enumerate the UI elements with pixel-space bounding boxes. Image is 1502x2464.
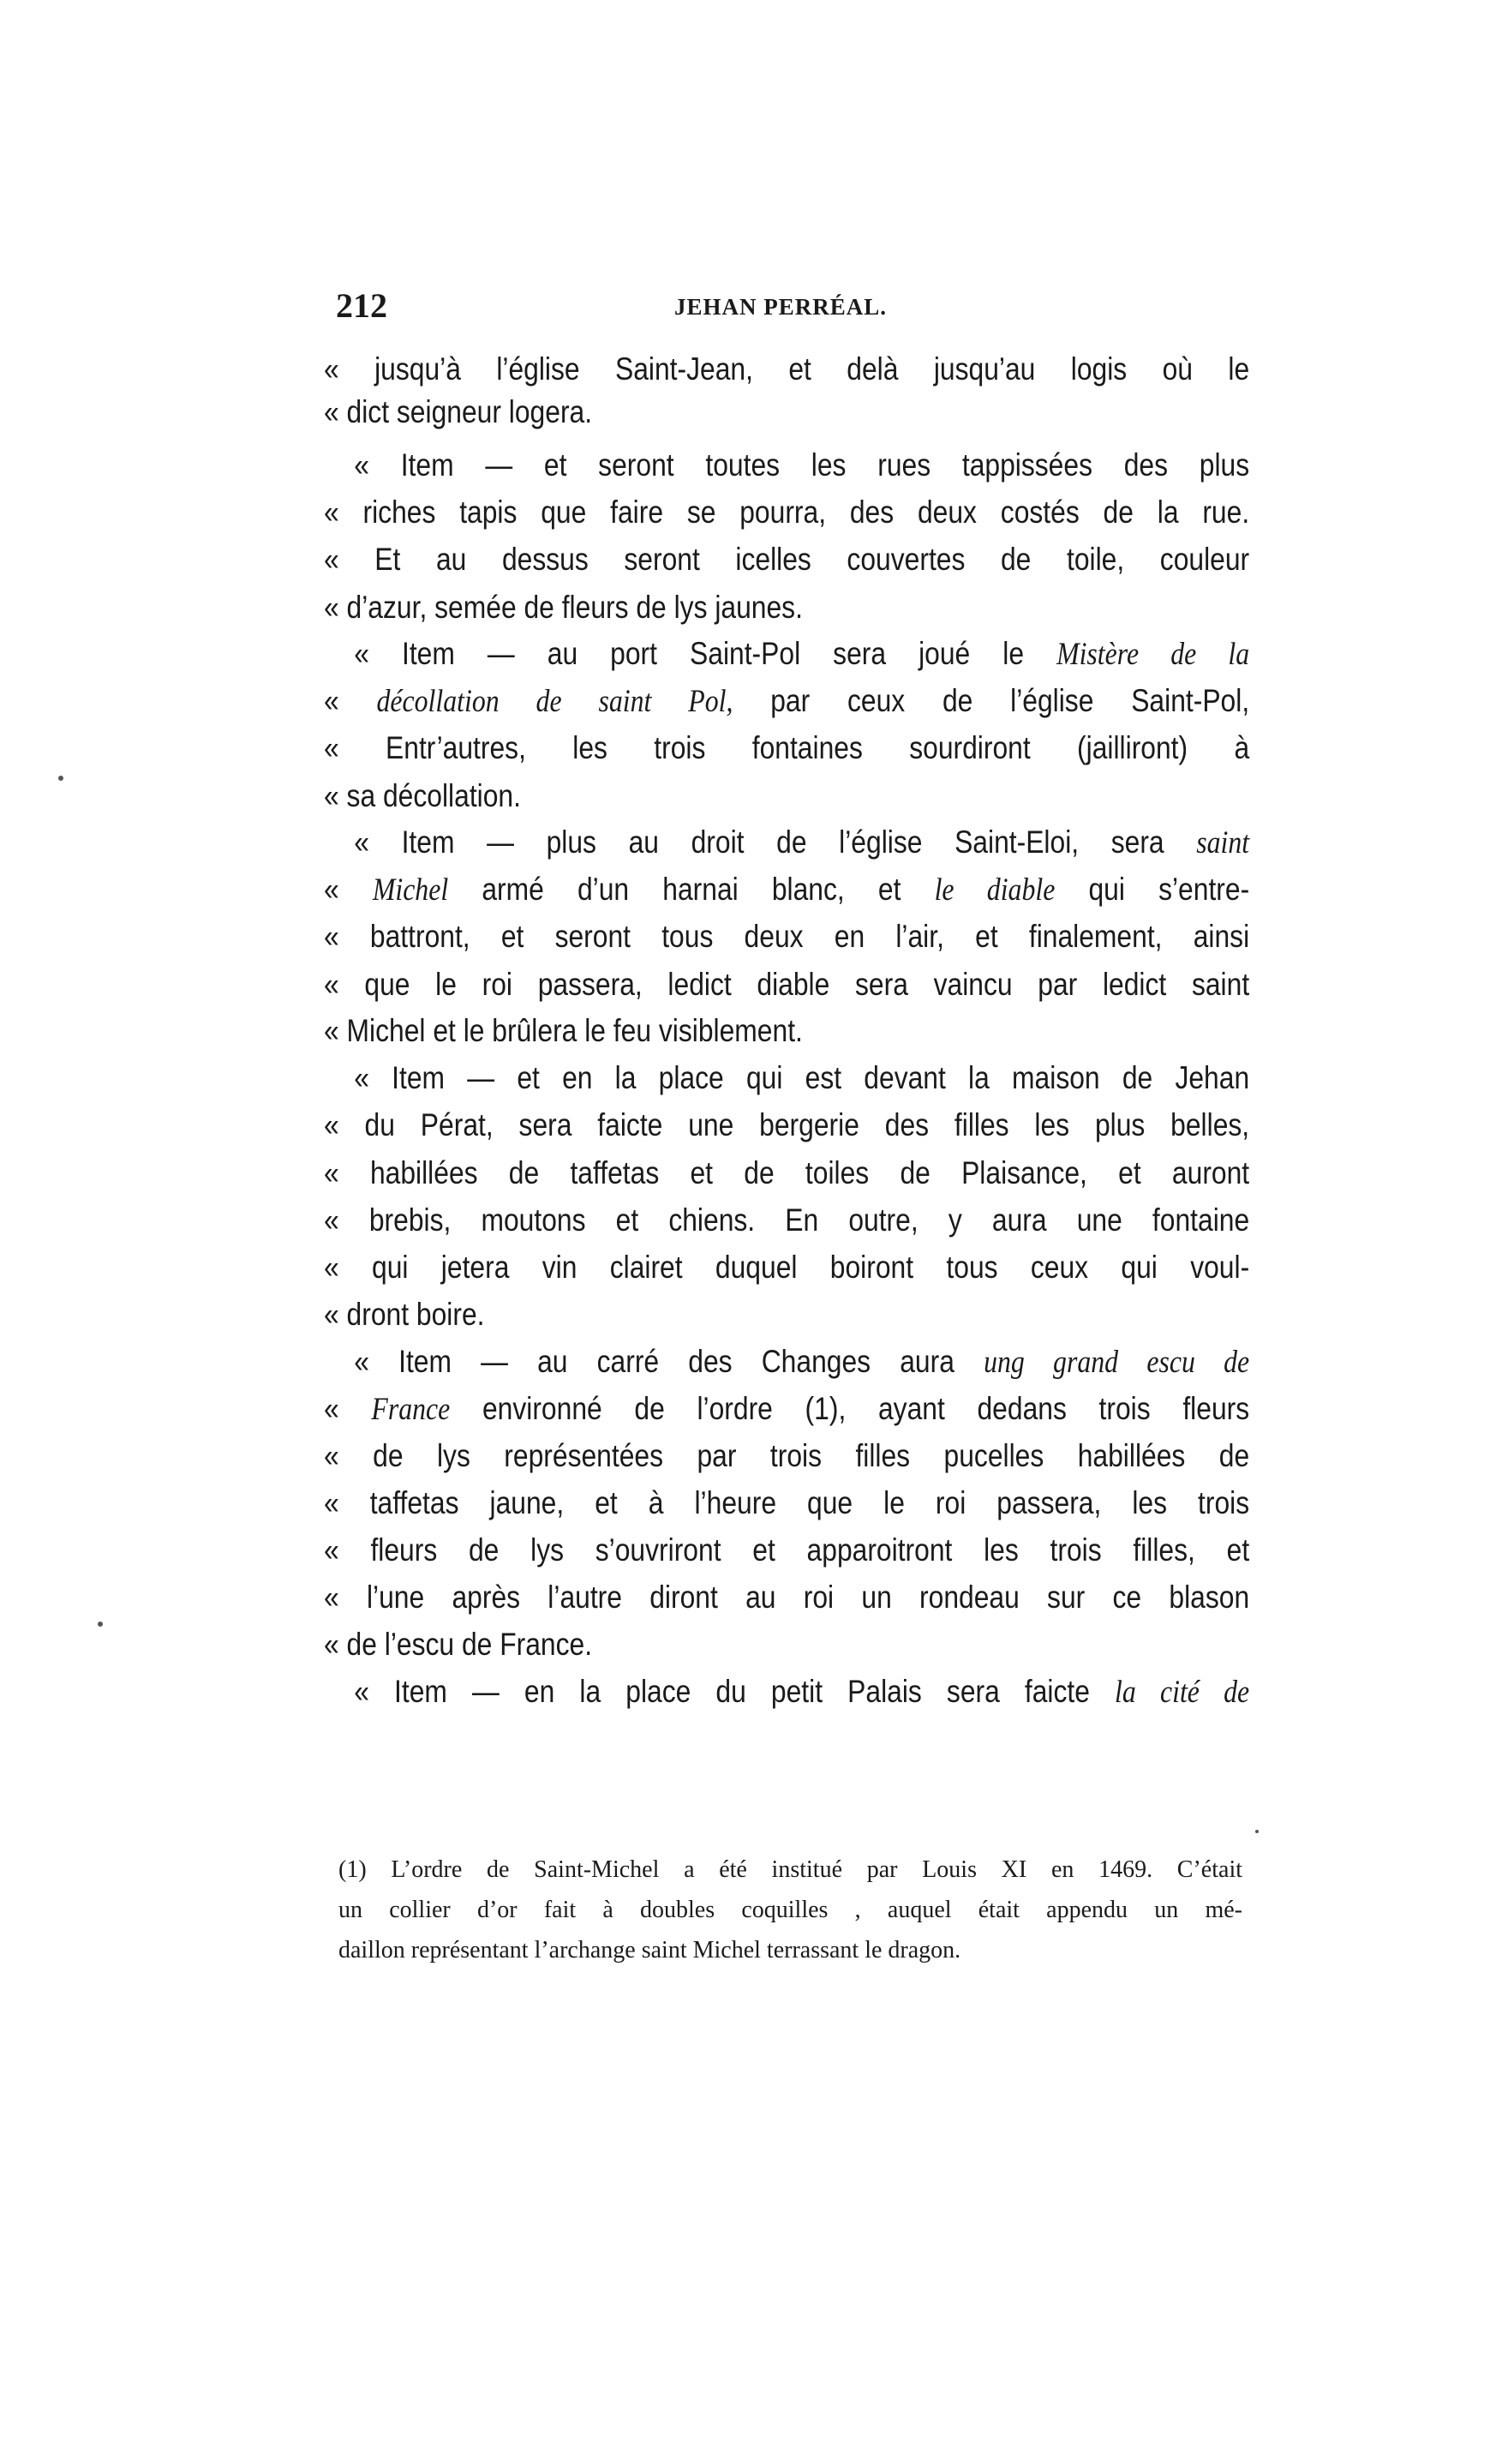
text-line: « que le roi passera, ledict diable sera vaincu par ledict saint [324,967,1250,1002]
text-line: « Michel et le brûlera le feu visiblement. [324,1013,803,1048]
text-line: « sa décollation. [324,778,521,813]
text-line: « Item — au carré des Changes aura ung grand escu de [354,1344,1250,1380]
italic-phrase: la cité de [1115,1675,1250,1710]
italic-word: le diable [934,872,1056,908]
text-line: « du Pérat, sera faicte une bergerie des filles les plus belles, [324,1107,1250,1142]
text-line: « d’azur, semée de fleurs de lys jaunes. [324,590,803,625]
text-line: « de lys représentées par trois filles pucelles habillées de [324,1438,1250,1473]
text-line: « Item — plus au droit de l’église Saint-Eloi, sera saint [354,824,1250,860]
text-line: « fleurs de lys s’ouvriront et apparoitront les trois filles, et [324,1532,1250,1568]
scan-speck [1255,1830,1259,1833]
text-line: « Et au dessus seront icelles couvertes de toile, couleur [324,542,1250,577]
text-line: « Item — en la place du petit Palais sera faicte la cité de [354,1674,1250,1710]
text-line: « de l’escu de France. [324,1627,593,1662]
page-header [336,285,1244,328]
running-title: JEHAN PERRÉAL. [674,294,888,320]
page-number: 212 [336,286,387,325]
text-line: « jusqu’à l’église Saint-Jean, et delà jusqu’au logis où le [324,351,1250,387]
italic-word: saint [1196,825,1250,860]
text-line: « dront boire. [324,1297,485,1332]
text-line: « brebis, moutons et chiens. En outre, y aura une fontaine [324,1202,1250,1238]
text-line: « l’une après l’autre diront au roi un rondeau sur ce blason [324,1580,1250,1615]
italic-title: Mistère de la [1056,637,1250,672]
text-line: « Michel armé d’un harnai blanc, et le diable qui s’entre- [324,872,1250,908]
text-line: « Item — au port Saint-Pol sera joué le Mistère de la [354,636,1250,672]
text-line: « Item — et en la place qui est devant la maison de Jehan [354,1060,1250,1095]
text-line: « dict seigneur logera. [324,394,593,429]
text-line: « Entr’autres, les trois fontaines sourdiront (jailliront) à [324,730,1250,765]
text-line: « décollation de saint Pol, par ceux de l’église Saint-Pol, [324,683,1250,719]
text-line: « habillées de taffetas et de toiles de Plaisance, et auront [324,1155,1250,1190]
italic-title: décollation de saint Pol, [376,684,733,719]
text-line: « riches tapis que faire se pourra, des deux costés de la rue. [324,495,1250,530]
italic-word: France [371,1392,451,1427]
footnote-line: (1) L’ordre de Saint-Michel a été institué par Louis XI en 1469. C’était [338,1856,1242,1883]
scan-speck [58,776,63,781]
italic-phrase: ung grand escu de [984,1345,1250,1380]
scan-speck [98,1622,103,1627]
text-line: « taffetas jaune, et à l’heure que le roi passera, les trois [324,1485,1250,1520]
text-line: « qui jetera vin clairet duquel boiront tous ceux qui voul- [324,1250,1250,1285]
text-line: « Item — et seront toutes les rues tappissées des plus [354,447,1250,483]
text-line: « battront, et seront tous deux en l’air, et finalement, ainsi [324,919,1250,954]
text-line: « France environné de l’ordre (1), ayant dedans trois fleurs [324,1391,1250,1427]
italic-word: Michel [372,872,449,908]
footnote-line: daillon représentant l’archange saint Michel terrassant le dragon. [338,1937,961,1963]
footnote-line: un collier d’or fait à doubles coquilles , auquel était appendu un mé- [338,1897,1242,1923]
